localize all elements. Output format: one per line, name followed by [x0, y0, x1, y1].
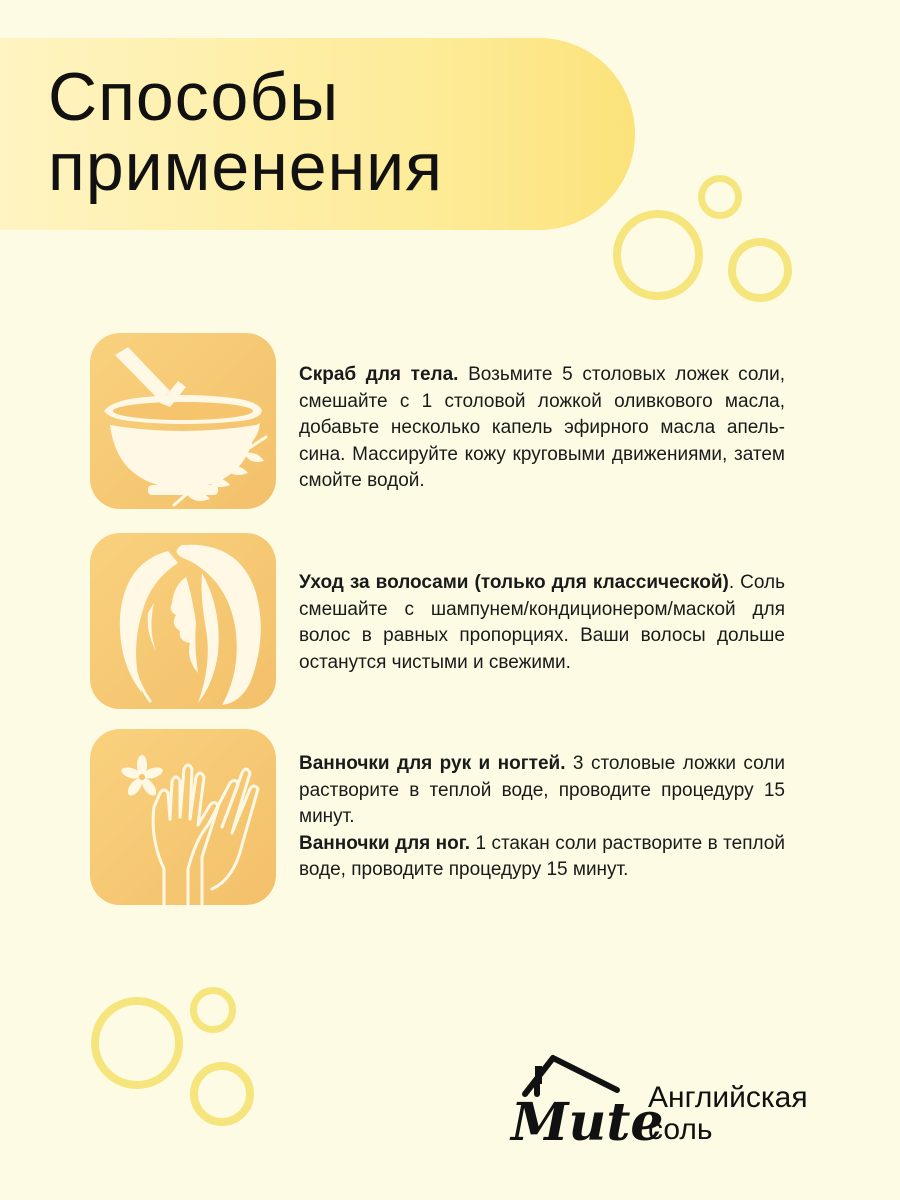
bubble-decoration [613, 210, 703, 300]
mortar-pestle-icon-card [90, 333, 276, 509]
bubble-decoration [190, 1062, 254, 1126]
hands-flower-icon-card [90, 729, 276, 905]
item-text: Возьмите 5 столовых ложек соли, смешайте с 1 столовой ложкой оливкового масла, добавьте несколько капель эфирного масла апель-сина. Массируйте кожу круговыми движениями, затем смойте водой. [299, 364, 785, 491]
brand-name [648, 1082, 808, 1146]
item-title: Уход за волосами (только для классической) [299, 572, 729, 593]
bubble-decoration [91, 997, 183, 1089]
bubble-decoration [728, 238, 792, 302]
woman-hair-icon [90, 533, 276, 709]
brand-line-1: Английская [648, 1081, 808, 1114]
bubble-decoration [190, 987, 236, 1033]
page-title [48, 59, 443, 205]
item-title-2: Ванночки для ног. [299, 832, 471, 854]
mortar-pestle-icon [90, 333, 276, 509]
brand-logo-text: Mute [511, 1092, 664, 1150]
title-line-2: применения [48, 129, 443, 205]
brand-line-2: соль [648, 1113, 713, 1146]
woman-hair-icon-card [90, 533, 276, 709]
hands-flower-icon [90, 729, 276, 905]
item-text: 3 столовые ложки соли растворите в теплой воде, проводите процедуру 15 минут. [299, 753, 785, 827]
item-text-2: 1 стакан соли растворите в теплой воде, проводите процедуру 15 минут. [299, 832, 785, 880]
item-title: Ванночки для рук и ногтей. [299, 753, 566, 774]
item-title: Скраб для тела. [299, 364, 459, 385]
item-body-scrub [299, 362, 785, 495]
item-baths [299, 751, 785, 884]
item-hair-care [299, 570, 785, 676]
bubble-decoration [698, 175, 742, 219]
item-text: . Соль смешайте с шампунем/кондиционером/маской для волос в равных пропорциях. Ваши волосы дольше останутся чистыми и свежими. [299, 572, 785, 673]
title-line-1: Способы [48, 59, 340, 135]
